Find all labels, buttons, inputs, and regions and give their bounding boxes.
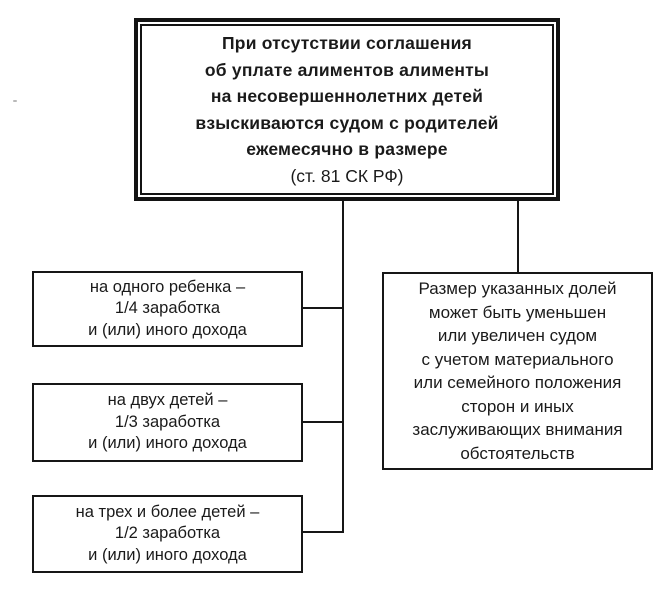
connector-stub-two-children [303, 421, 342, 423]
text-line: и (или) иного дохода [88, 434, 247, 453]
main-statement-box [134, 18, 560, 201]
text-line: с учетом материального [421, 349, 614, 369]
connector-stub-one-child [303, 307, 342, 309]
text-line: 1/3 заработка [114, 412, 221, 431]
text-line: 1/2 заработка [114, 524, 221, 543]
text-line: об уплате алиментов алименты [204, 59, 490, 80]
text-line: Размер указанных долей [418, 279, 617, 298]
text-line: и (или) иного дохода [88, 545, 247, 564]
text-line: или увеличен судом [437, 326, 598, 345]
text-line: на несовершеннолетних детей [210, 86, 484, 106]
connector-vertical-right [517, 201, 519, 272]
scan-speck [13, 100, 17, 102]
share-box-two-children [32, 383, 303, 462]
text-line: сторон и иных [461, 396, 574, 416]
share-box-three-children [32, 495, 303, 573]
text-line: обстоятельств [460, 443, 575, 463]
note-box-share-adjustment [382, 272, 653, 470]
text-line: может быть уменьшен [428, 302, 607, 322]
text-line: на трех и более детей – [75, 502, 260, 521]
text-line: на двух детей – [107, 391, 228, 410]
text-line: взыскиваются судом с родителей [195, 112, 499, 133]
main-statement-box-inner-border [140, 24, 554, 195]
text-line: на одного ребенка – [89, 277, 246, 296]
text-line: или семейного положения [413, 373, 622, 392]
share-box-one-child [32, 271, 303, 347]
connector-vertical-left [342, 201, 344, 533]
text-line: 1/4 заработка [114, 299, 221, 318]
statute-reference: (ст. 81 СК РФ) [290, 165, 404, 186]
text-line: При отсутствии соглашения [222, 33, 472, 53]
text-line: заслуживающих внимания [412, 420, 623, 439]
text-line: ежемесячно в размере [246, 139, 448, 159]
text-line: и (или) иного дохода [88, 320, 247, 339]
connector-stub-three-children [303, 531, 342, 533]
